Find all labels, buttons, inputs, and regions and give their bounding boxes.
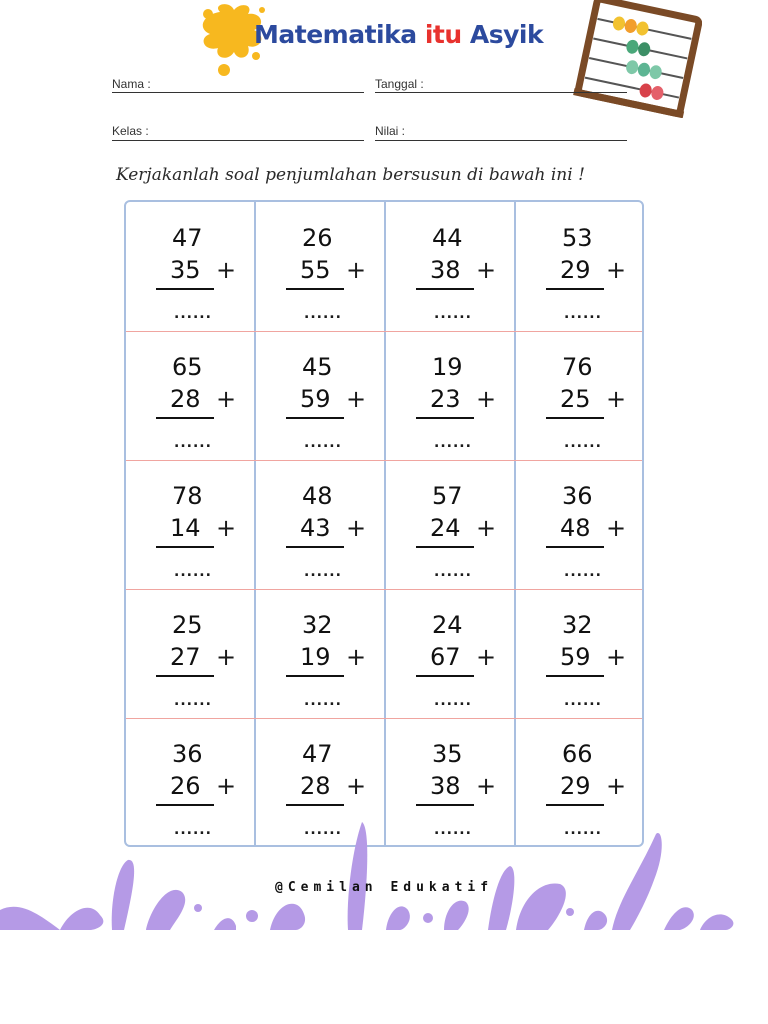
answer-blank[interactable]: ......: [434, 822, 472, 838]
addend-top: 32: [562, 611, 593, 639]
plus-sign: +: [606, 256, 627, 284]
sum-underline: [156, 417, 214, 419]
sum-underline: [156, 675, 214, 677]
sum-underline: [416, 546, 474, 548]
addend-top: 44: [432, 224, 463, 252]
addend-top: 47: [172, 224, 203, 252]
plus-sign: +: [606, 643, 627, 671]
addend-bottom: 29: [560, 772, 591, 800]
sum-underline: [416, 675, 474, 677]
problem-cell: [256, 202, 386, 331]
answer-blank[interactable]: ......: [434, 306, 472, 322]
addend-bottom: 59: [300, 385, 331, 413]
plus-sign: +: [476, 256, 497, 284]
plus-sign: +: [476, 514, 497, 542]
addend-bottom: 24: [430, 514, 461, 542]
addend-top: 35: [432, 740, 463, 768]
answer-blank[interactable]: ......: [564, 564, 602, 580]
instruction-text: Kerjakanlah soal penjumlahan bersusun di bawah ini !: [116, 165, 585, 185]
problem-grid: [124, 200, 644, 847]
sum-underline: [546, 417, 604, 419]
sum-underline: [416, 804, 474, 806]
sum-underline: [286, 288, 344, 290]
addend-top: 24: [432, 611, 463, 639]
addend-top: 32: [302, 611, 333, 639]
page-title: Matematika itu Asyik: [254, 20, 544, 49]
addend-bottom: 25: [560, 385, 591, 413]
addend-bottom: 26: [170, 772, 201, 800]
class-label: Kelas :: [112, 124, 149, 138]
plus-sign: +: [606, 772, 627, 800]
answer-blank[interactable]: ......: [304, 693, 342, 709]
addend-top: 78: [172, 482, 203, 510]
sum-underline: [546, 675, 604, 677]
problem-cell: [126, 589, 256, 718]
addend-bottom: 19: [300, 643, 331, 671]
sum-underline: [416, 417, 474, 419]
problem-cell: [256, 589, 386, 718]
answer-blank[interactable]: ......: [174, 435, 212, 451]
addend-bottom: 35: [170, 256, 201, 284]
plus-sign: +: [346, 385, 367, 413]
name-field-line: [112, 92, 364, 93]
plus-sign: +: [216, 772, 237, 800]
answer-blank[interactable]: ......: [434, 435, 472, 451]
problem-cell: [256, 331, 386, 460]
score-label: Nilai :: [375, 124, 406, 138]
score-field-line: [375, 140, 627, 141]
addend-top: 65: [172, 353, 203, 381]
plus-sign: +: [476, 772, 497, 800]
plus-sign: +: [216, 514, 237, 542]
addend-bottom: 48: [560, 514, 591, 542]
addend-bottom: 28: [300, 772, 331, 800]
problem-cell: [386, 202, 516, 331]
problem-cell: [516, 331, 646, 460]
problem-cell: [516, 589, 646, 718]
plus-sign: +: [216, 256, 237, 284]
answer-blank[interactable]: ......: [174, 693, 212, 709]
addend-bottom: 14: [170, 514, 201, 542]
problem-cell: [256, 460, 386, 589]
answer-blank[interactable]: ......: [564, 435, 602, 451]
addend-top: 53: [562, 224, 593, 252]
addend-top: 76: [562, 353, 593, 381]
sum-underline: [286, 417, 344, 419]
addend-bottom: 67: [430, 643, 461, 671]
answer-blank[interactable]: ......: [564, 822, 602, 838]
problem-cell: [386, 460, 516, 589]
sum-underline: [286, 804, 344, 806]
addend-bottom: 43: [300, 514, 331, 542]
answer-blank[interactable]: ......: [304, 564, 342, 580]
plus-sign: +: [606, 385, 627, 413]
addend-top: 25: [172, 611, 203, 639]
sum-underline: [416, 288, 474, 290]
plus-sign: +: [216, 385, 237, 413]
addend-top: 57: [432, 482, 463, 510]
addend-bottom: 38: [430, 772, 461, 800]
class-field-line: [112, 140, 364, 141]
answer-blank[interactable]: ......: [304, 435, 342, 451]
addend-bottom: 38: [430, 256, 461, 284]
sum-underline: [286, 675, 344, 677]
addend-bottom: 27: [170, 643, 201, 671]
footer-credit: @Cemilan Edukatif: [275, 880, 494, 895]
addend-top: 66: [562, 740, 593, 768]
sum-underline: [156, 804, 214, 806]
date-field-line: [375, 92, 627, 93]
plus-sign: +: [346, 514, 367, 542]
addend-bottom: 59: [560, 643, 591, 671]
sum-underline: [546, 804, 604, 806]
addend-top: 45: [302, 353, 333, 381]
answer-blank[interactable]: ......: [564, 306, 602, 322]
sum-underline: [546, 546, 604, 548]
sum-underline: [286, 546, 344, 548]
answer-blank[interactable]: ......: [564, 693, 602, 709]
answer-blank[interactable]: ......: [174, 822, 212, 838]
problem-cell: [126, 460, 256, 589]
addend-bottom: 29: [560, 256, 591, 284]
plus-sign: +: [346, 772, 367, 800]
abacus-icon: [572, 0, 702, 118]
addend-bottom: 28: [170, 385, 201, 413]
purple-splash-icon: [0, 820, 768, 930]
problem-cell: [386, 589, 516, 718]
name-label: Nama :: [112, 77, 151, 91]
plus-sign: +: [606, 514, 627, 542]
answer-blank[interactable]: ......: [304, 306, 342, 322]
answer-blank[interactable]: ......: [434, 564, 472, 580]
addend-top: 26: [302, 224, 333, 252]
plus-sign: +: [476, 385, 497, 413]
problem-cell: [126, 202, 256, 331]
sum-underline: [156, 546, 214, 548]
plus-sign: +: [216, 643, 237, 671]
addend-top: 36: [562, 482, 593, 510]
addend-top: 19: [432, 353, 463, 381]
date-label: Tanggal :: [375, 77, 424, 91]
plus-sign: +: [476, 643, 497, 671]
answer-blank[interactable]: ......: [174, 564, 212, 580]
plus-sign: +: [346, 256, 367, 284]
problem-cell: [516, 202, 646, 331]
sum-underline: [156, 288, 214, 290]
problem-cell: [386, 331, 516, 460]
addend-top: 48: [302, 482, 333, 510]
problem-cell: [126, 331, 256, 460]
answer-blank[interactable]: ......: [434, 693, 472, 709]
sum-underline: [546, 288, 604, 290]
addend-top: 36: [172, 740, 203, 768]
addend-top: 47: [302, 740, 333, 768]
problem-cell: [516, 460, 646, 589]
plus-sign: +: [346, 643, 367, 671]
answer-blank[interactable]: ......: [304, 822, 342, 838]
answer-blank[interactable]: ......: [174, 306, 212, 322]
addend-bottom: 55: [300, 256, 331, 284]
addend-bottom: 23: [430, 385, 461, 413]
